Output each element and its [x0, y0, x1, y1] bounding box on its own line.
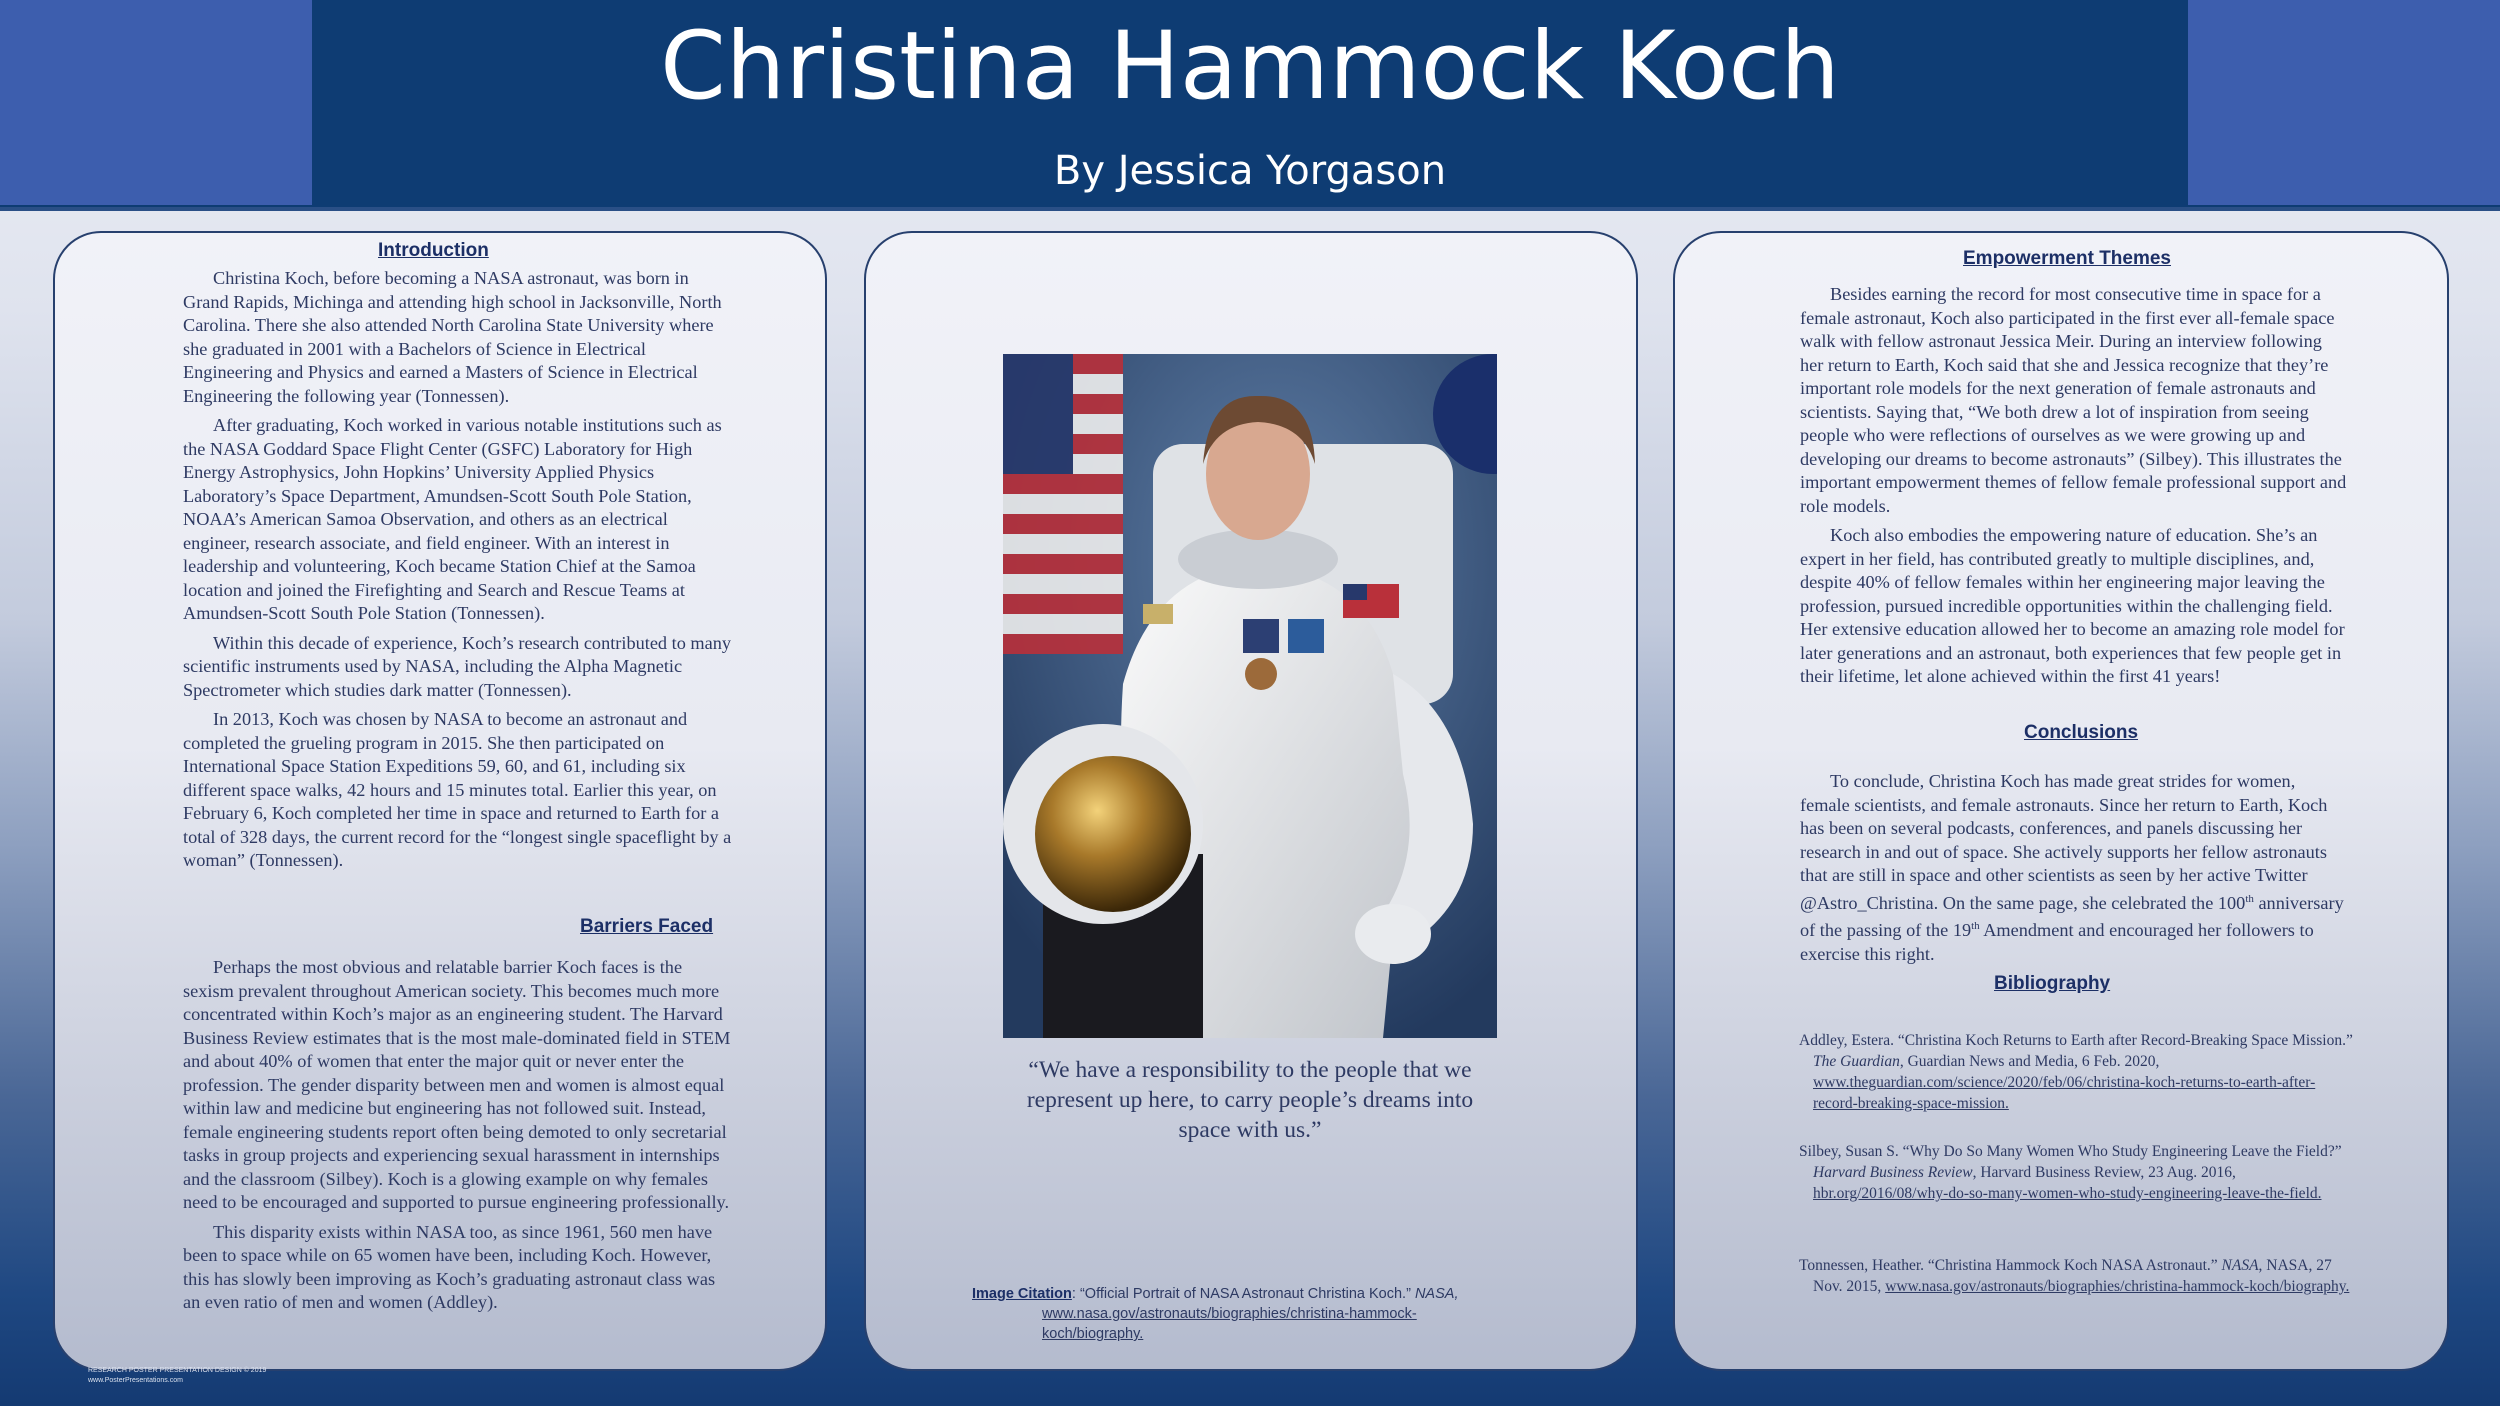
bib-text: , Guardian News and Media, 6 Feb. 2020, [1899, 1053, 2160, 1070]
bib-title: The Guardian [1813, 1053, 1900, 1070]
astronaut-portrait-photo [1003, 354, 1497, 1038]
introduction-paragraph: In 2013, Koch was chosen by NASA to become an astronaut and completed the grueling program in 2015. She then participated on International Space Station Expeditions 59, 60, and 61, including six different space walks, 42 hours and 15 minutes total. Earlier this year, on February 6, Koch completed her time in space and returned to Earth for a total of 328 days, the current record for the “longest single spaceflight by a woman” (Tonnessen). [183, 709, 732, 870]
conclusions-text-a: To conclude, Christina Koch has made great strides for women, female scientists, and female astronauts. Since her return to Earth, Koch has been on several podcasts, conferences, and panels discussing her research in and out of space. She actively supports her fellow astronauts that are still in space and other scientists as seen by her active Twitter @Astro_Christina. On the same page, she celebrated the 100 [1800, 771, 2328, 913]
poster-author: By Jessica Yorgason [1053, 148, 1447, 194]
bib-title: NASA [2221, 1257, 2259, 1274]
conclusions-text [1800, 770, 2348, 972]
bib-title: Harvard Business Review [1813, 1164, 1973, 1181]
bib-text: , Harvard Business Review, 23 Aug. 2016, [1972, 1164, 2236, 1181]
footer-line: RESEARCH POSTER PRESENTATION DESIGN © 2019 [88, 1367, 267, 1374]
koch-quote: “We have a responsibility to the people that we represent up here, to carry people’s dreams into space with us.” [1026, 1057, 1474, 1143]
bibliography-heading: Bibliography [1994, 973, 2111, 994]
bib-text: Addley, Estera. “Christina Koch Returns to Earth after Record-Breaking Space Mission.” [1799, 1032, 2353, 1049]
bibliography-entry-tonnessen [1799, 1255, 2359, 1297]
image-citation-link[interactable]: www.nasa.gov/astronauts/biographies/christina-hammock-koch/biography. [1042, 1306, 1417, 1342]
empowerment-paragraph: Besides earning the record for most consecutive time in space for a female astronaut, Koch also participated in the first ever all-female space walk with fellow astronaut Jessica Meir. During an interview following her return to Earth, Koch said that she and Jessica recognize that they’re important role models for the next generation of female astronauts and scientists. Saying that, “We both drew a lot of inspiration from seeing people who were reflections of ourselves as we were growing up and developing our dreams to become astronauts” (Silbey). This illustrates the important empowerment themes of fellow female professional support and role models. [1800, 284, 2347, 516]
barriers-paragraph: This disparity exists within NASA too, as since 1961, 560 men have been to space while on 65 women have been, including Koch. However, this has slowly been improving as Koch’s graduating astronaut class was an even ratio of men and women (Addley). [183, 1221, 716, 1312]
image-citation-label: Image Citation [972, 1286, 1072, 1302]
header-accent-right [2188, 0, 2500, 205]
empowerment-text [1800, 283, 2348, 695]
bibliography-entry-addley [1799, 1030, 2359, 1114]
footer-link[interactable]: www.PosterPresentations.com [88, 1377, 183, 1384]
bib-text: Tonnessen, Heather. “Christina Hammock Koch NASA Astronaut.” [1799, 1257, 2222, 1274]
introduction-text [183, 267, 733, 879]
barriers-text [183, 956, 733, 1321]
barriers-heading: Barriers Faced [580, 916, 714, 937]
image-citation [972, 1284, 1512, 1344]
ordinal-suffix: th [1971, 920, 1980, 933]
introduction-heading: Introduction [378, 240, 489, 261]
footer-credit [88, 1366, 266, 1386]
introduction-paragraph: Within this decade of experience, Koch’s research contributed to many scientific instruments used by NASA, including the Alpha Magnetic Spectrometer which studies dark matter (Tonnessen). [183, 632, 732, 700]
header-accent-left [0, 0, 312, 205]
image-citation-text: : “Official Portrait of NASA Astronaut Christina Koch.” [1071, 1286, 1415, 1302]
empowerment-paragraph: Koch also embodies the empowering nature of education. She’s an expert in her field, has contributed greatly to multiple disciplines, and, despite 40% of fellow females within her engineering major leaving the profession, pursued incredible opportunities within the challenging field. Her extensive education allowed her to become an amazing role model for later generations and an astronaut, both experiences that few people get in their lifetime, let alone achieved within the first 41 years! [1800, 525, 2345, 686]
introduction-paragraph: Christina Koch, before becoming a NASA astronaut, was born in Grand Rapids, Michinga and attending high school in Jacksonville, North Carolina. There she also attended North Carolina State University where she graduated in 2001 with a Bachelors of Science in Electrical Engineering and Physics and earned a Masters of Science in Electrical Engineering the following year (Tonnessen). [183, 268, 722, 406]
ordinal-suffix: th [2245, 892, 2254, 905]
conclusions-text-b: anniversary of the passing of the 19 [1800, 892, 2344, 941]
poster-title: Christina Hammock Koch [660, 12, 1840, 121]
barriers-paragraph: Perhaps the most obvious and relatable barrier Koch faces is the sexism prevalent throughout American society. This becomes much more concentrated within Koch’s major as an engineering student. The Harvard Business Review estimates that is the most male-dominated field in STEM and about 40% of women that enter the major quit or never enter the profession. The gender disparity between men and women is almost equal within law and medicine but engineering has not followed suit. Instead, female engineering students report often being demoted to only secretarial tasks in group projects and experiencing sexual harassment in internships and the classroom (Silbey). Koch is a glowing example on why females need to be encouraged and supported to pursue engineering professionally. [183, 957, 731, 1212]
bib-link[interactable]: www.theguardian.com/science/2020/feb/06/christina-koch-returns-to-earth-after-record-breaking-space-mission. [1813, 1074, 2316, 1112]
conclusions-text-c: Amendment and encouraged her followers to exercise this right. [1800, 920, 2314, 964]
conclusions-paragraph [1800, 770, 2348, 966]
image-citation-source: NASA, [1414, 1286, 1459, 1302]
bib-text: Silbey, Susan S. “Why Do So Many Women Who Study Engineering Leave the Field?” [1799, 1143, 2342, 1160]
bib-link[interactable]: hbr.org/2016/08/why-do-so-many-women-who-study-engineering-leave-the-field. [1813, 1185, 2322, 1202]
introduction-paragraph: After graduating, Koch worked in various notable institutions such as the NASA Goddard Space Flight Center (GSFC) Laboratory for High Energy Astrophysics, John Hopkins’ University Applied Physics Laboratory’s Space Department, Amundsen-Scott South Pole Station, NOAA’s American Samoa Observation, and others as an electrical engineer, research associate, and field engineer. With an interest in leadership and volunteering, Koch became Station Chief at the Samoa location and joined the Firefighting and Search and Rescue Teams at Amundsen-Scott South Pole Station (Tonnessen). [183, 415, 722, 623]
header-divider [0, 207, 2500, 211]
bib-text: , NASA, 27 Nov. 2015, [1813, 1257, 2332, 1295]
bibliography-entry-silbey [1799, 1141, 2359, 1204]
empowerment-heading: Empowerment Themes [1963, 248, 2171, 269]
bib-link[interactable]: www.nasa.gov/astronauts/biographies/christina-hammock-koch/biography. [1885, 1278, 2350, 1295]
conclusions-heading: Conclusions [2024, 722, 2139, 743]
